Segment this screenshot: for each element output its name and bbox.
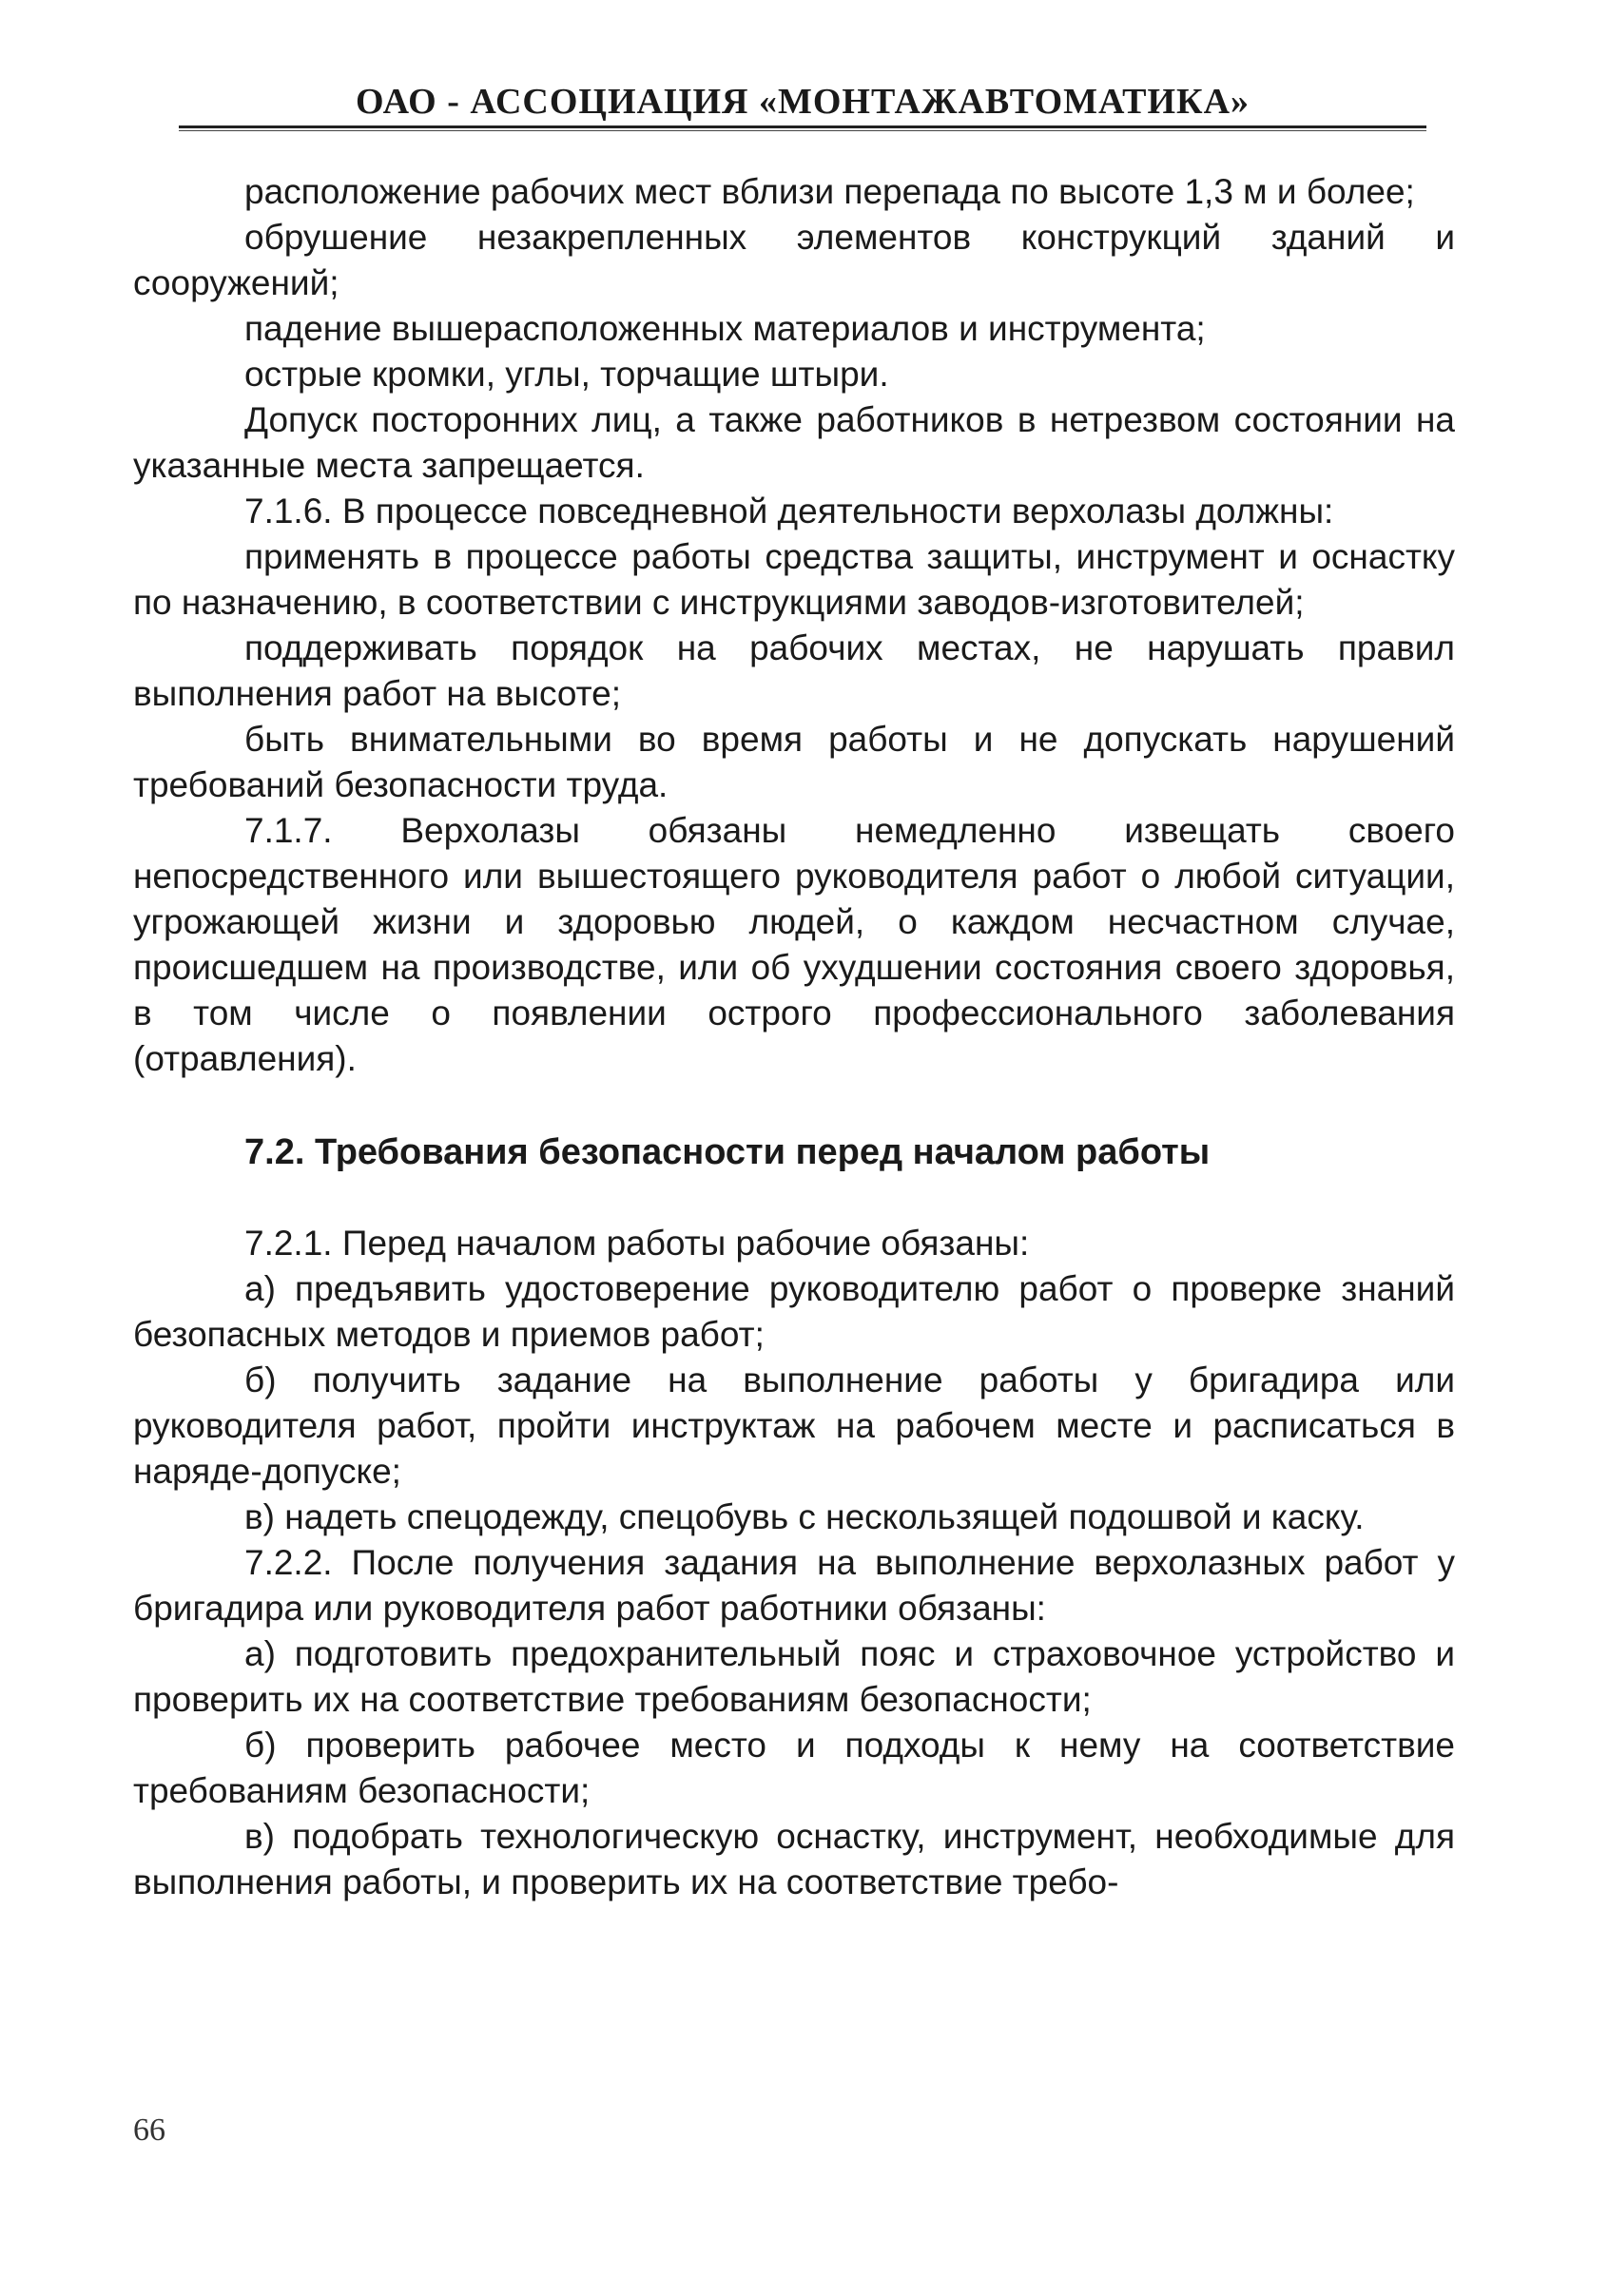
paragraph: острые кромки, углы, торчащие штыри. <box>244 355 889 394</box>
paragraph: расположение рабочих мест вблизи перепада по высоте 1,3 м и более; <box>244 172 1415 211</box>
header-title: ОАО - АССОЦИАЦИЯ «МОНТАЖАВТОМАТИКА» <box>355 82 1250 122</box>
paragraph: 7.1.6. В процессе повседневной деятельности верхолазы должны: <box>244 492 1334 531</box>
paragraph: падение вышерасположенных материалов и инструмента; <box>244 309 1206 348</box>
section-heading: 7.2. Требования безопасности перед началом работы <box>244 1132 1211 1172</box>
paragraphs-before <box>133 169 1455 1082</box>
paragraph: обрушение незакрепленных элементов конструкций зданий и сооружений; <box>133 218 1455 302</box>
paragraph: б) получить задание на выполнение работы у бригадира или руководителя работ, пройти инструктаж на рабочем месте и расписаться в наряде-допуске; <box>133 1360 1455 1491</box>
paragraphs-after <box>133 1221 1455 1905</box>
paragraph: б) проверить рабочее место и подходы к нему на соответствие требованиям безопасности; <box>133 1726 1455 1810</box>
paragraph: а) подготовить предохранительный пояс и страховочное устройство и проверить их на соответствие требованиям безопасности; <box>133 1634 1455 1719</box>
paragraph: применять в процессе работы средства защиты, инструмент и оснастку по назначению, в соответствии с инструкциями заводов-изготовителей; <box>133 537 1455 622</box>
paragraph: 7.2.2. После получения задания на выполнение верхолазных работ у бригадира или руководителя работ работники обязаны: <box>133 1543 1455 1628</box>
paragraph: поддерживать порядок на рабочих местах, не нарушать правил выполнения работ на высоте; <box>133 628 1455 713</box>
paragraph: в) подобрать технологическую оснастку, инструмент, необходимые для выполнения работы, и проверить их на соответствие требо- <box>133 1817 1455 1901</box>
paragraph: быть внимательными во время работы и не допускать нарушений требований безопасности труда. <box>133 720 1455 804</box>
page-header <box>179 78 1426 131</box>
document-body <box>133 169 1455 1905</box>
paragraph: Допуск посторонних лиц, а также работников в нетрезвом состоянии на указанные места запрещается. <box>133 400 1455 485</box>
paragraph: 7.1.7. Верхолазы обязаны немедленно извещать своего непосредственного или вышестоящего руководителя работ о любой ситуации, угрожающей жизни и здоровью людей, о каждом несчастном случае, происшедшем на производстве, или об ухудшении состояния своего здоровья, в том числе о появлении острого профессионального заболевания (отравления). <box>133 811 1455 1078</box>
paragraph: 7.2.1. Перед началом работы рабочие обязаны: <box>244 1224 1030 1263</box>
page-number: 66 <box>133 2113 165 2148</box>
paragraph: а) предъявить удостоверение руководителю работ о проверке знаний безопасных методов и приемов работ; <box>133 1269 1455 1354</box>
header-rule <box>179 125 1426 131</box>
paragraph: в) надеть спецодежду, спецобувь с нескользящей подошвой и каску. <box>244 1497 1365 1536</box>
